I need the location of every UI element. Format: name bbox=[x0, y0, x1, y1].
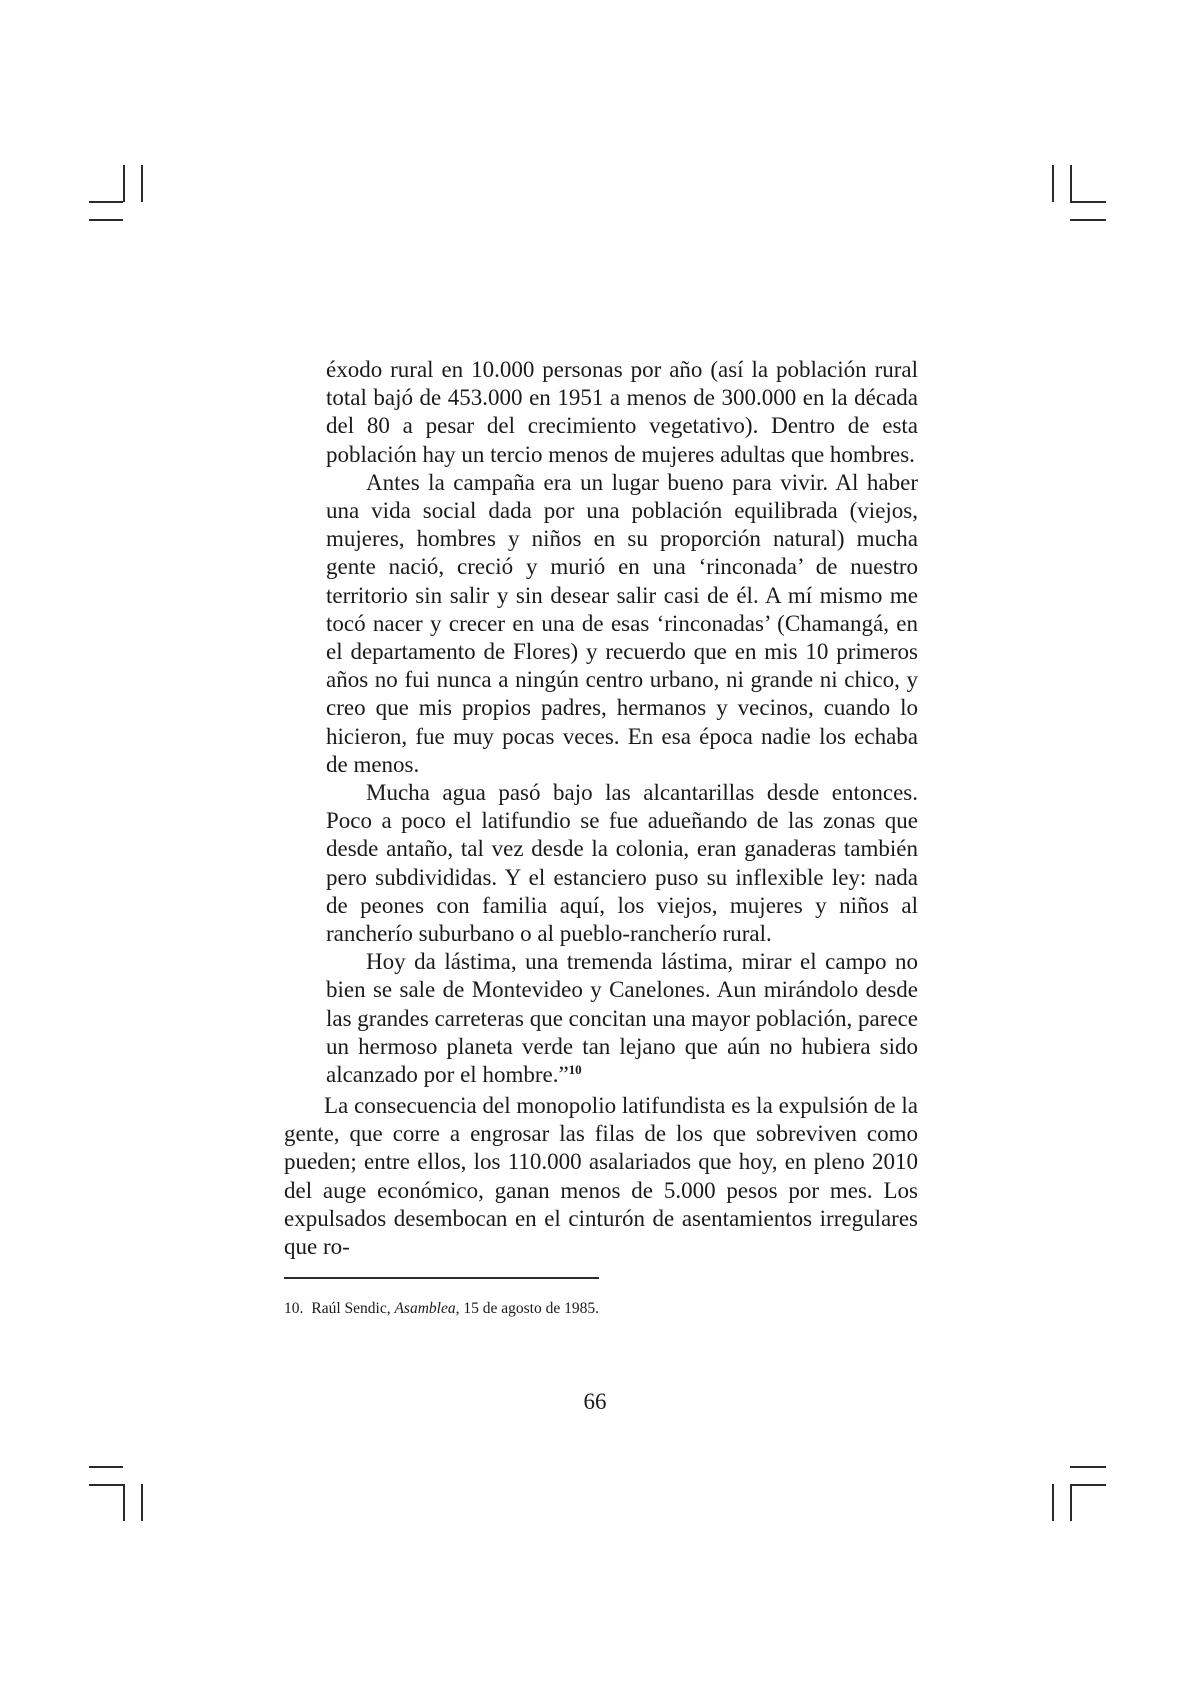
footnote-author: Raúl Sendic, bbox=[311, 1300, 395, 1317]
crop-mark bbox=[123, 1484, 125, 1521]
crop-mark bbox=[1070, 219, 1106, 221]
crop-mark bbox=[141, 165, 143, 202]
quote-paragraph bbox=[326, 356, 918, 469]
footnote-date: , 15 de agosto de 1985. bbox=[455, 1300, 599, 1317]
crop-mark bbox=[123, 165, 125, 202]
footnote-separator bbox=[284, 1277, 599, 1279]
crop-mark bbox=[89, 1466, 123, 1468]
quote-paragraph-text: Antes la campaña era un lugar bueno para vivir. Al haber una vida social dada por una población equilibrada (viejos, mujeres, hombres y niños en su proporción natural) mucha gente nació, creció y murió en una ‘rinconada’ de nuestro territorio sin salir y sin desear salir casi de él. A mí mismo me tocó nacer y crecer en una de esas ‘rinconadas’ (Chamangá, en el departamento de Flores) y recuerdo que en mis 10 primeros años no fui nunca a ningún centro urbano, ni grande ni chico, y creo que mis propios padres, hermanos y vecinos, cuando lo hicieron, fue muy pocas veces. En esa época nadie los echaba de menos. bbox=[326, 469, 918, 777]
footnote bbox=[284, 1299, 599, 1319]
body-text bbox=[284, 1092, 918, 1261]
footnote-source: Asamblea bbox=[394, 1300, 456, 1317]
footnote-number: 10. bbox=[284, 1300, 304, 1317]
crop-mark bbox=[1052, 1484, 1054, 1521]
crop-mark bbox=[141, 1484, 143, 1521]
crop-mark bbox=[1070, 1484, 1072, 1521]
crop-mark bbox=[1070, 165, 1072, 202]
crop-mark bbox=[89, 219, 123, 221]
crop-mark bbox=[1070, 201, 1106, 203]
crop-mark bbox=[1052, 165, 1054, 202]
footnote-reference: 10 bbox=[568, 1062, 582, 1078]
crop-mark bbox=[89, 1484, 123, 1486]
quote-paragraph-text: Hoy da lástima, una tremenda lástima, mirar el campo no bien se sale de Montevideo y Canelones. Aun mirándolo desde las grandes carreteras que concitan una mayor población, parece un hermoso planeta verde tan lejano que aún no hubiera sido alcanzado por el hombre.” bbox=[326, 949, 918, 1088]
quote-paragraph bbox=[326, 779, 918, 948]
quote-paragraph bbox=[326, 469, 918, 779]
quote-paragraph bbox=[326, 948, 918, 1089]
crop-mark bbox=[1070, 1484, 1106, 1486]
body-paragraph: La consecuencia del monopolio latifundista es la expulsión de la gente, que corre a engrosar las filas de los que sobreviven como pueden; entre ellos, los 110.000 asalariados que hoy, en pleno 2010 del auge económico, ganan menos de 5.000 pesos por mes. Los expulsados desembocan en el cinturón de asentamientos irregulares que ro- bbox=[284, 1093, 918, 1260]
crop-mark bbox=[89, 201, 123, 203]
page-number: 66 bbox=[583, 1389, 607, 1414]
block-quote bbox=[326, 356, 918, 1089]
quote-paragraph-text: éxodo rural en 10.000 personas por año (así la población rural total bajó de 453.000 en 1951 a menos de 300.000 en la década del 80 a pesar del crecimiento vegetativo). Dentro de esta población hay un tercio menos de mujeres adultas que hombres. bbox=[326, 357, 918, 467]
crop-mark bbox=[1070, 1466, 1106, 1468]
quote-paragraph-text: Mucha agua pasó bajo las alcantarillas desde entonces. Poco a poco el latifundio se fue adueñando de las zonas que desde antaño, tal vez desde la colonia, eran ganaderas también pero subdivididas. Y el estanciero puso su inflexible ley: nada de peones con familia aquí, los viejos, mujeres y niños al rancherío suburbano o al pueblo-rancherío rural. bbox=[326, 780, 918, 947]
